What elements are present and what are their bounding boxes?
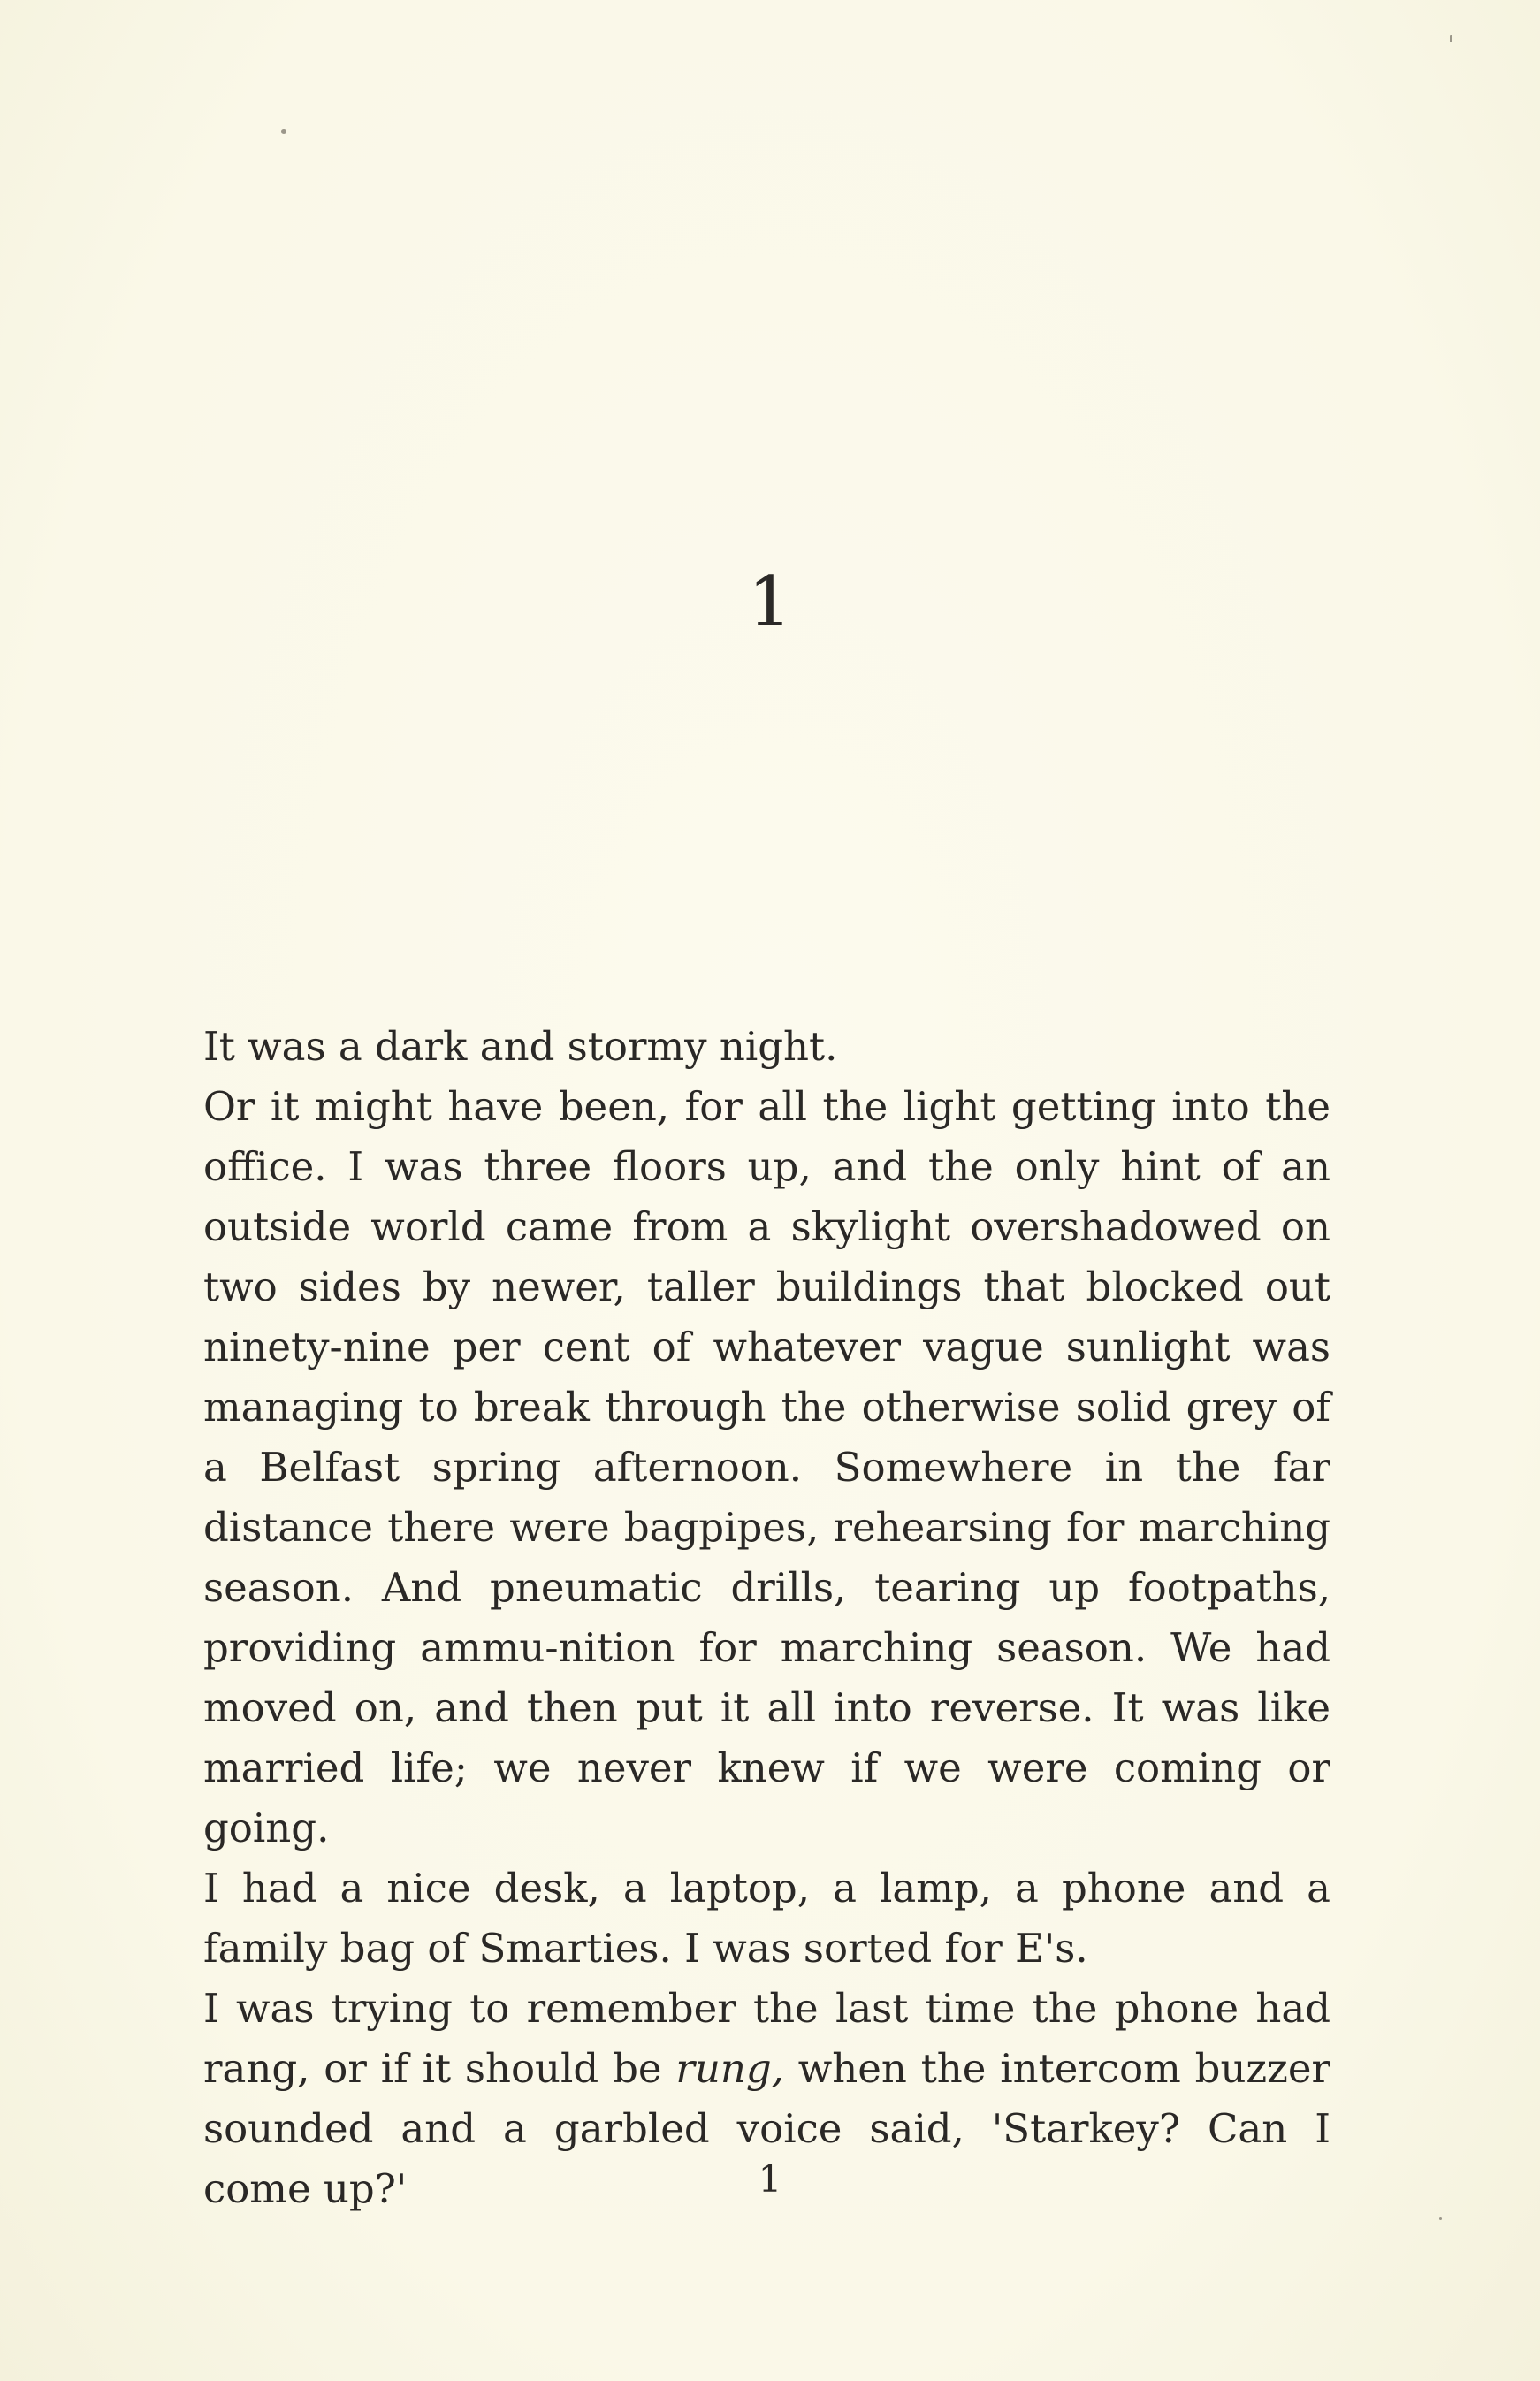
paragraph-desk: I had a nice desk, a laptop, a lamp, a phone and a family bag of Smarties. I was sorted for E's. (203, 1865, 1330, 1972)
chapter-number: 1 (748, 562, 792, 642)
paper-speck (1450, 35, 1452, 42)
paragraph-phone-end: when the intercom buzzer sounded and a garbled voice said, 'Starkey? Can I come up?' (203, 2045, 1330, 2212)
paragraph-office: Or it might have been, for all the light getting into the office. I was three floors up, and the only hint of an outside world came from a skylight overshadowed on two sides by newer, taller buildings that blocked out ninety-nine per cent of whatever vague sunlight was managing to break through the otherwise solid grey of a Belfast spring afternoon. Somewhere in the far distance there were bagpipes, rehearsing for marching season. And pneumatic drills, tearing up footpaths, providing ammu-nition for marching season. We had moved on, and then put it all into reverse. It was like married life; we never knew if we were coming or going. (203, 1083, 1330, 1851)
paragraph-phone-emphasis: rung, (675, 2045, 784, 2092)
paragraph-opening: It was a dark and stormy night. (203, 1023, 838, 1070)
paragraph-phone-start: I was trying to remember the last time the phone had rang, or if it should be (203, 1985, 1330, 2092)
paper-speck (281, 129, 286, 134)
page-number: 1 (758, 2157, 782, 2201)
chapter-body (203, 1017, 1330, 2219)
paper-speck (1439, 2217, 1442, 2220)
